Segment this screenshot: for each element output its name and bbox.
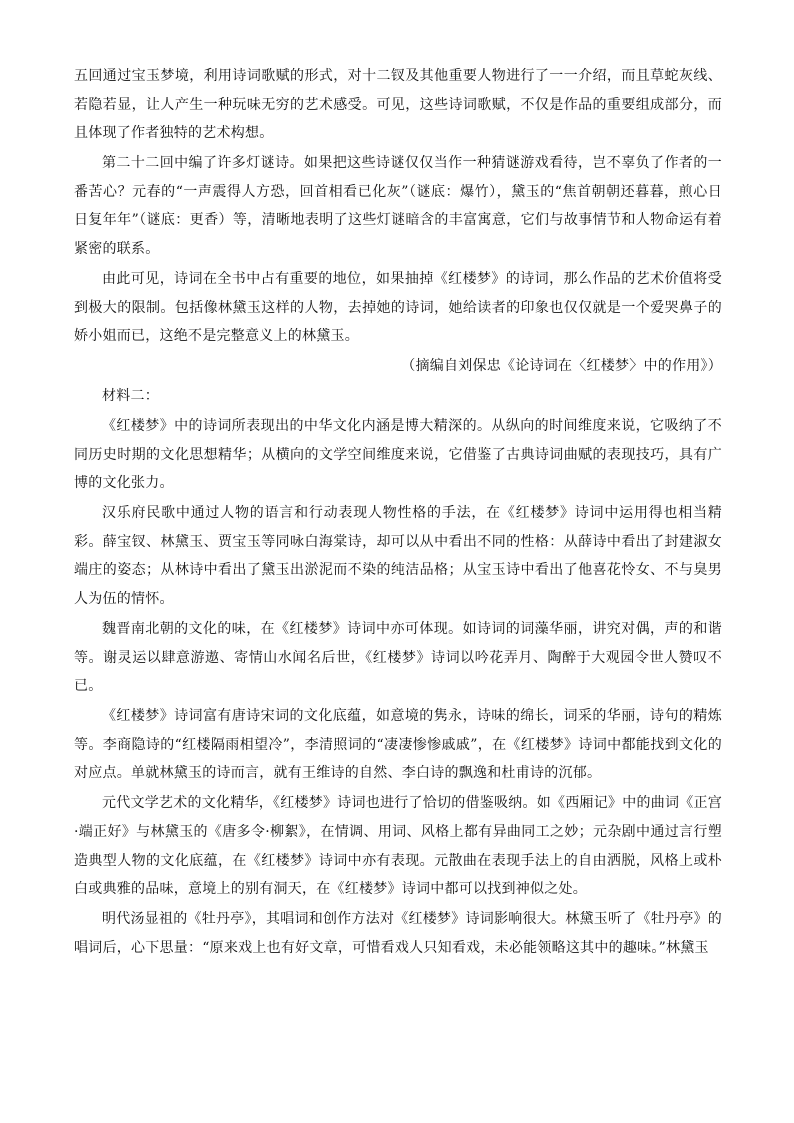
paragraph-2: 第二十二回中编了许多灯谜诗。如果把这些诗谜仅仅当作一种猜谜游戏看待，岂不辜负了作者的一番苦心？元春的“一声震得人方恐，回首相看已化灰”（谜底：爆竹），黛玉的“焦首朝朝还暮暮，煎心日日复年年”（谜底：更香）等，清晰地表明了这些灯谜暗含的丰富寓意，它们与故事情节和人物命运有着紧密的联系。 [74,155,722,257]
material-2-paragraph-2: 汉乐府民歌中通过人物的语言和行动表现人物性格的手法，在《红楼梦》诗词中运用得也相当精彩。薛宝钗、林黛玉、贾宝玉等同咏白海棠诗，却可以从中看出不同的性格：从薛诗中看出了封建淑女端庄的姿态；从林诗中看出了黛玉出淤泥而不染的纯洁品格；从宝玉诗中看出了他喜花怜女、不与臭男人为伍的情怀。 [74,505,722,608]
material-2-paragraph-4: 《红楼梦》诗词富有唐诗宋词的文化底蕴，如意境的隽永，诗味的绵长，词采的华丽，诗句的精炼等。李商隐诗的“红楼隔雨相望冷”，李清照词的“凄凄惨惨戚戚”，在《红楼梦》诗词中都能找到文化的对应点。单就林黛玉的诗而言，就有王维诗的自然、李白诗的飘逸和杜甫诗的沉郁。 [74,708,722,782]
material-2-paragraph-3: 魏晋南北朝的文化的味，在《红楼梦》诗词中亦可体现。如诗词的词藻华丽，讲究对偶，声的和谐等。谢灵运以肆意游遨、寄情山水闻名后世，《红楼梦》诗词以吟花弄月、陶醉于大观园令世人赞叹不已。 [74,621,722,695]
material-2-heading: 材料二： [102,388,159,405]
material-2-paragraph-6: 明代汤显祖的《牡丹亭》，其唱词和创作方法对《红楼梦》诗词影响很大。林黛玉听了《牡丹亭》的唱词后，心下思量：“原来戏上也有好文章，可惜看戏人只知看戏，未必能领略这其中的趣味。”林黛玉 [74,911,722,956]
paragraph-3: 由此可见，诗词在全书中占有重要的地位，如果抽掉《红楼梦》的诗词，那么作品的艺术价值将受到极大的限制。包括像林黛玉这样的人物，去掉她的诗词，她给读者的印象也仅仅就是一个爱哭鼻子的娇小姐而已，这绝不是完整意义上的林黛玉。 [74,270,722,345]
source-citation: （摘编自刘保忠《论诗词在〈红楼梦〉中的作用》） [401,358,722,375]
material-2-paragraph-5: 元代文学艺术的文化精华，《红楼梦》诗词也进行了恰切的借鉴吸纳。如《西厢记》中的曲词《正宫·端正好》与林黛玉的《唐多令·柳絮》，在情调、用词、风格上都有异曲同工之妙；元杂剧中通过言行塑造典型人物的文化底蕴，在《红楼梦》诗词中亦有表现。元散曲在表现手法上的自由洒脱，风格上或朴白或典雅的品味，意境上的别有洞天，在《红楼梦》诗词中都可以找到神似之处。 [74,795,722,898]
material-2-paragraph-1: 《红楼梦》中的诗词所表现出的中华文化内涵是博大精深的。从纵向的时间维度来说，它吸纳了不同历史时期的文化思想精华；从横向的文学空间维度来说，它借鉴了古典诗词曲赋的表现技巧，具有广博的文化张力。 [74,418,722,492]
paragraph-1: 五回通过宝玉梦境，利用诗词歌赋的形式，对十二钗及其他重要人物进行了一一介绍，而且草蛇灰线、若隐若显，让人产生一种玩味无穷的艺术感受。可见，这些诗词歌赋，不仅是作品的重要组成部分，而且体现了作者独特的艺术构想。 [74,68,722,142]
document-page [74,62,722,964]
